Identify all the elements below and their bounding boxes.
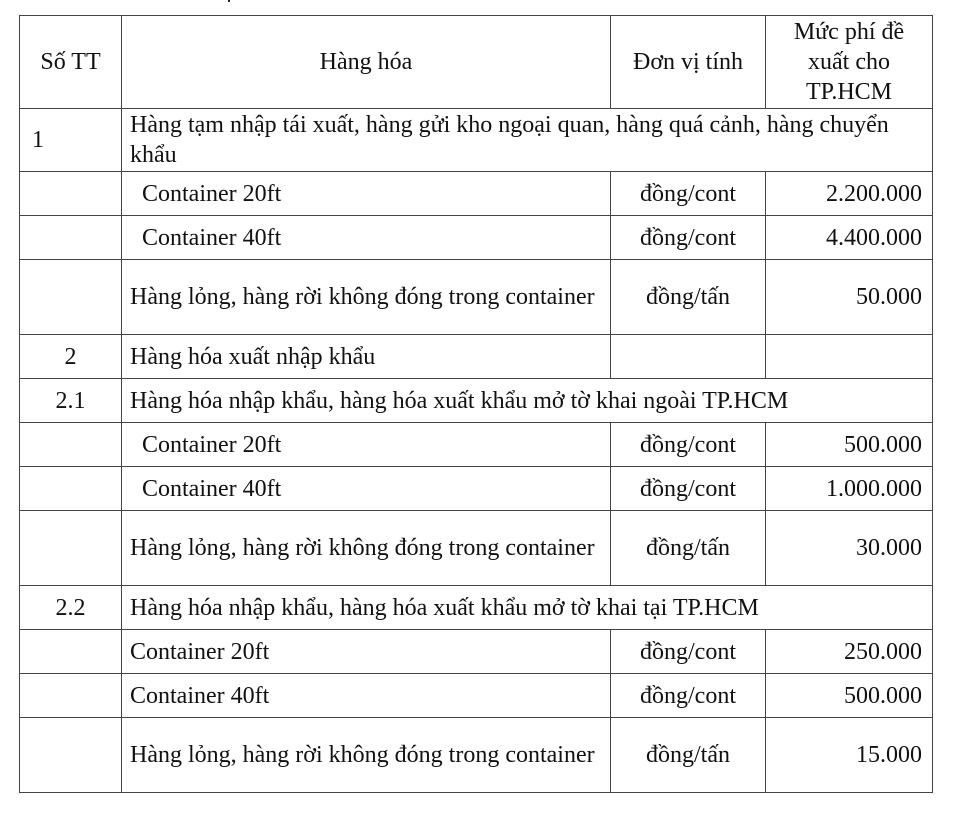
table-row — [20, 260, 933, 335]
cell-goods: Hàng tạm nhập tái xuất, hàng gửi kho ngoại quan, hàng quá cảnh, hàng chuyển khẩu — [122, 109, 933, 172]
cell-goods: Container 20ft — [122, 630, 611, 674]
cell-unit: đồng/tấn — [611, 260, 766, 335]
cell-goods: Container 40ft — [122, 674, 611, 718]
cell-unit: đồng/tấn — [611, 511, 766, 586]
cell-fee: 15.000 — [766, 718, 933, 793]
cell-stt — [20, 674, 122, 718]
cell-fee: 500.000 — [766, 423, 933, 467]
cell-goods: Hàng hóa nhập khẩu, hàng hóa xuất khẩu mở tờ khai tại TP.HCM — [122, 586, 933, 630]
table-row — [20, 630, 933, 674]
cell-goods: Hàng hóa nhập khẩu, hàng hóa xuất khẩu mở tờ khai ngoài TP.HCM — [122, 379, 933, 423]
table-row — [20, 172, 933, 216]
cell-stt — [20, 260, 122, 335]
cell-goods: Hàng lỏng, hàng rời không đóng trong container — [122, 260, 611, 335]
cell-unit — [611, 335, 766, 379]
cell-unit: đồng/cont — [611, 630, 766, 674]
fee-table — [19, 15, 933, 793]
table-row — [20, 216, 933, 260]
cell-goods: Container 20ft — [122, 423, 611, 467]
cell-goods: Container 40ft — [122, 216, 611, 260]
table-row — [20, 379, 933, 423]
cell-fee: 30.000 — [766, 511, 933, 586]
cell-unit: đồng/cont — [611, 216, 766, 260]
table-row — [20, 586, 933, 630]
cell-unit: đồng/cont — [611, 172, 766, 216]
cell-fee: 500.000 — [766, 674, 933, 718]
cell-goods: Hàng hóa xuất nhập khẩu — [122, 335, 611, 379]
header-stt: Số TT — [20, 16, 122, 109]
header-goods: Hàng hóa — [122, 16, 611, 109]
cell-goods: Container 20ft — [122, 172, 611, 216]
table-row — [20, 109, 933, 172]
table-row — [20, 467, 933, 511]
cell-fee: 1.000.000 — [766, 467, 933, 511]
cell-goods: Hàng lỏng, hàng rời không đóng trong container — [122, 511, 611, 586]
cell-unit: đồng/tấn — [611, 718, 766, 793]
table-row — [20, 674, 933, 718]
cell-stt — [20, 511, 122, 586]
cell-stt — [20, 172, 122, 216]
cell-unit: đồng/cont — [611, 674, 766, 718]
table-row — [20, 423, 933, 467]
cell-unit: đồng/cont — [611, 467, 766, 511]
cropped-text-fragment — [228, 0, 240, 2]
cell-fee: 4.400.000 — [766, 216, 933, 260]
cell-stt: 2 — [20, 335, 122, 379]
cell-goods: Hàng lỏng, hàng rời không đóng trong container — [122, 718, 611, 793]
table-row — [20, 718, 933, 793]
header-fee: Mức phí đề xuất cho TP.HCM — [766, 16, 933, 109]
cell-fee: 250.000 — [766, 630, 933, 674]
cell-goods: Container 40ft — [122, 467, 611, 511]
cell-stt: 1 — [20, 109, 122, 172]
cell-stt: 2.2 — [20, 586, 122, 630]
table-header-row — [20, 16, 933, 109]
cell-unit: đồng/cont — [611, 423, 766, 467]
cell-stt — [20, 630, 122, 674]
cell-fee: 2.200.000 — [766, 172, 933, 216]
cell-fee: 50.000 — [766, 260, 933, 335]
cell-stt — [20, 467, 122, 511]
cell-fee — [766, 335, 933, 379]
header-unit: Đơn vị tính — [611, 16, 766, 109]
cell-stt — [20, 718, 122, 793]
cell-stt: 2.1 — [20, 379, 122, 423]
cell-stt — [20, 216, 122, 260]
table-row — [20, 511, 933, 586]
table-row — [20, 335, 933, 379]
cell-stt — [20, 423, 122, 467]
